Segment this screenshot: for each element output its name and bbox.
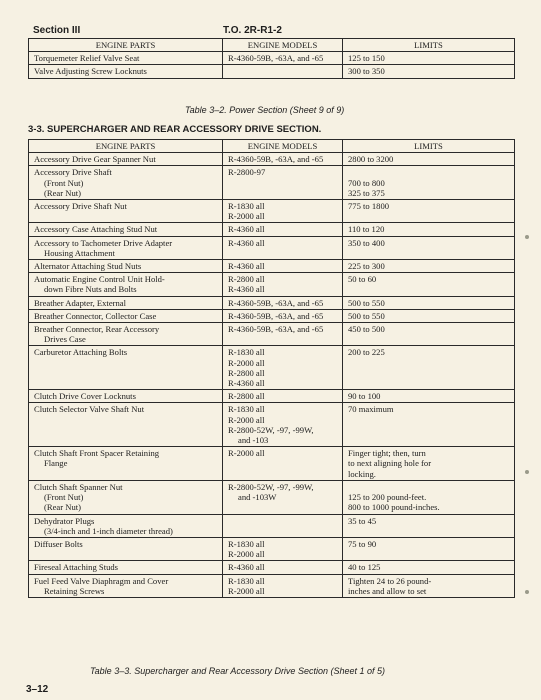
cell-line: R-4360-59B, -63A, and -65 — [228, 310, 324, 321]
cell-line: R-2000 all — [228, 448, 265, 459]
cell-line: R-1830 all — [228, 201, 265, 212]
cell-engine-part — [29, 447, 223, 481]
cell-line: 325 to 375 — [348, 187, 385, 198]
cell-engine-models — [223, 166, 343, 200]
cell-line: R-1830 all — [228, 538, 265, 549]
cell-line: (Rear Nut) — [44, 187, 81, 198]
cell-line: 110 to 120 — [348, 224, 385, 235]
cell-engine-models — [223, 537, 343, 560]
cell-line: Tighten 24 to 26 pound- — [348, 575, 432, 586]
table-row — [29, 390, 515, 403]
cell-line: R-2000 all — [228, 549, 265, 560]
cell-limits — [343, 273, 515, 296]
cell-line: Retaining Screws — [44, 585, 105, 596]
cell-limits — [343, 153, 515, 166]
top-table — [28, 38, 515, 79]
cell-line: 700 to 800 — [348, 177, 385, 188]
table-row — [29, 260, 515, 273]
cell-line: R-4360 all — [228, 284, 265, 295]
cell-engine-models — [223, 296, 343, 309]
header-engine-models: ENGINE MODELS — [223, 140, 343, 153]
section-heading: 3-3. SUPERCHARGER AND REAR ACCESSORY DRIVE SECTION. — [28, 124, 322, 135]
cell-line: Valve Adjusting Screw Locknuts — [34, 66, 147, 77]
cell-line: 500 to 550 — [348, 310, 385, 321]
table-row — [29, 223, 515, 236]
cell-line: Breather Connector, Rear Accessory — [34, 324, 160, 335]
cell-limits — [343, 296, 515, 309]
cell-engine-part — [29, 153, 223, 166]
cell-line: inches and allow to set — [348, 585, 427, 596]
cell-line: R-4360 all — [228, 261, 265, 272]
cell-line: R-2800-52W, -97, -99W, — [228, 424, 314, 435]
cell-line: Housing Attachment — [44, 247, 115, 258]
cell-line: 800 to 1000 pound-inches. — [348, 502, 440, 513]
cell-line — [348, 167, 509, 177]
cell-engine-models — [223, 323, 343, 346]
cell-limits — [343, 223, 515, 236]
table-row — [29, 323, 515, 346]
cell-engine-models — [223, 403, 343, 447]
cell-engine-models — [223, 514, 343, 537]
cell-line: Diffuser Bolts — [34, 538, 83, 549]
table-row — [29, 166, 515, 200]
cell-line: Breather Connector, Collector Case — [34, 310, 157, 321]
cell-limits — [343, 447, 515, 481]
cell-engine-part — [29, 346, 223, 390]
cell-line: R-2800 all — [228, 367, 265, 378]
table-row — [29, 296, 515, 309]
cell-line: R-4360-59B, -63A, and -65 — [228, 297, 324, 308]
table-row — [29, 574, 515, 597]
cell-line: Clutch Selector Valve Shaft Nut — [34, 404, 145, 415]
cell-line: R-2000 all — [228, 585, 265, 596]
cell-line: Fireseal Attaching Studs — [34, 562, 119, 573]
cell-line: 50 to 60 — [348, 274, 377, 285]
cell-engine-models — [223, 346, 343, 390]
table-row — [29, 537, 515, 560]
table-row — [29, 200, 515, 223]
cell-line: 300 to 350 — [348, 66, 385, 77]
cell-engine-part — [29, 390, 223, 403]
header-limits: LIMITS — [343, 39, 515, 52]
cell-line: R-4360 all — [228, 224, 265, 235]
cell-engine-part — [29, 514, 223, 537]
cell-line: and -103 — [238, 435, 269, 446]
cell-line: Clutch Drive Cover Locknuts — [34, 391, 136, 402]
cell-engine-models — [223, 447, 343, 481]
cell-limits — [343, 236, 515, 259]
cell-engine-models — [223, 273, 343, 296]
cell-line: 90 to 100 — [348, 391, 381, 402]
cell-engine-models — [223, 223, 343, 236]
cell-line: R-4360 all — [228, 237, 265, 248]
cell-limits — [343, 514, 515, 537]
table-row — [29, 52, 515, 65]
cell-engine-models — [223, 153, 343, 166]
cell-line: Flange — [44, 458, 68, 469]
table-row — [29, 236, 515, 259]
cell-limits — [343, 346, 515, 390]
cell-line: Breather Adapter, External — [34, 297, 126, 308]
cell-line: Finger tight; then, turn — [348, 448, 426, 459]
cell-limits — [343, 537, 515, 560]
cell-engine-part — [29, 223, 223, 236]
cell-line: 40 to 125 — [348, 562, 381, 573]
header-limits: LIMITS — [343, 140, 515, 153]
cell-engine-models — [223, 52, 343, 65]
cell-line: R-2800 all — [228, 391, 265, 402]
cell-line: 125 to 200 pound-feet. — [348, 492, 427, 503]
cell-line: Accessory Drive Gear Spanner Nut — [34, 154, 156, 165]
cell-line: Automatic Engine Control Unit Hold- — [34, 274, 165, 285]
table-row — [29, 403, 515, 447]
cell-line: to next aligning hole for — [348, 458, 432, 469]
cell-line: R-4360-59B, -63A, and -65 — [228, 154, 324, 165]
cell-engine-part — [29, 273, 223, 296]
cell-engine-part — [29, 166, 223, 200]
cell-line: Accessory Drive Shaft — [34, 167, 112, 178]
cell-engine-part — [29, 200, 223, 223]
cell-line: 70 maximum — [348, 404, 394, 415]
cell-line: Accessory Drive Shaft Nut — [34, 201, 127, 212]
cell-engine-part — [29, 260, 223, 273]
cell-line: R-4360-59B, -63A, and -65 — [228, 53, 324, 64]
cell-line: (3/4-inch and 1-inch diameter thread) — [44, 525, 173, 536]
cell-line: (Front Nut) — [44, 177, 84, 188]
cell-line: R-4360 all — [228, 562, 265, 573]
table-caption-supercharger: Table 3–3. Supercharger and Rear Accessory Drive Section (Sheet 1 of 5) — [90, 666, 385, 676]
cell-line: R-1830 all — [228, 404, 265, 415]
cell-engine-part — [29, 480, 223, 514]
cell-line: 500 to 550 — [348, 297, 385, 308]
section-label: Section III — [33, 25, 81, 36]
table-row — [29, 561, 515, 574]
table-row — [29, 273, 515, 296]
header-engine-parts: ENGINE PARTS — [29, 39, 223, 52]
cell-limits — [343, 200, 515, 223]
table-caption-power-section: Table 3–2. Power Section (Sheet 9 of 9) — [185, 105, 345, 115]
cell-line: 2800 to 3200 — [348, 154, 394, 165]
cell-engine-models — [223, 574, 343, 597]
cell-line — [348, 482, 509, 492]
cell-limits — [343, 309, 515, 322]
cell-line: R-2800-97 — [228, 167, 266, 178]
cell-engine-part — [29, 574, 223, 597]
cell-limits — [343, 390, 515, 403]
margin-mark — [525, 590, 529, 594]
cell-line: Accessory to Tachometer Drive Adapter — [34, 237, 173, 248]
cell-line: 350 to 400 — [348, 237, 385, 248]
cell-limits — [343, 323, 515, 346]
cell-line: 225 to 300 — [348, 261, 385, 272]
header-engine-parts: ENGINE PARTS — [29, 140, 223, 153]
cell-engine-part — [29, 309, 223, 322]
cell-line: R-4360 all — [228, 378, 265, 389]
cell-engine-models — [223, 561, 343, 574]
cell-line: 200 to 225 — [348, 347, 385, 358]
page-number: 3–12 — [26, 684, 49, 695]
cell-line: down Fibre Nuts and Bolts — [44, 284, 137, 295]
cell-line: 125 to 150 — [348, 53, 385, 64]
cell-limits — [343, 52, 515, 65]
cell-line: and -103W — [238, 492, 277, 503]
main-table — [28, 139, 515, 598]
header-engine-models: ENGINE MODELS — [223, 39, 343, 52]
cell-line: Drives Case — [44, 334, 86, 345]
cell-line: (Front Nut) — [44, 492, 84, 503]
cell-engine-part — [29, 52, 223, 65]
cell-engine-part — [29, 323, 223, 346]
cell-limits — [343, 561, 515, 574]
cell-line: Accessory Case Attaching Stud Nut — [34, 224, 158, 235]
cell-engine-part — [29, 537, 223, 560]
cell-line: Alternator Attaching Stud Nuts — [34, 261, 142, 272]
cell-engine-models — [223, 65, 343, 78]
cell-line: R-1830 all — [228, 347, 265, 358]
cell-line: Clutch Shaft Front Spacer Retaining — [34, 448, 160, 459]
cell-line: 450 to 500 — [348, 324, 385, 335]
table-row — [29, 153, 515, 166]
cell-engine-models — [223, 309, 343, 322]
cell-line: 75 to 90 — [348, 538, 377, 549]
cell-engine-models — [223, 480, 343, 514]
margin-mark — [525, 470, 529, 474]
main-table-header-row — [29, 140, 515, 153]
cell-limits — [343, 65, 515, 78]
cell-line: R-2000 all — [228, 211, 265, 222]
table-row — [29, 65, 515, 78]
table-row — [29, 480, 515, 514]
cell-line: 775 to 1800 — [348, 201, 390, 212]
cell-engine-part — [29, 236, 223, 259]
cell-line: Carburetor Attaching Bolts — [34, 347, 128, 358]
cell-line: R-1830 all — [228, 575, 265, 586]
table-row — [29, 309, 515, 322]
cell-engine-models — [223, 260, 343, 273]
cell-line: locking. — [348, 468, 376, 479]
cell-line: R-2000 all — [228, 414, 265, 425]
cell-line: R-2000 all — [228, 357, 265, 368]
cell-line: Clutch Shaft Spanner Nut — [34, 481, 123, 492]
cell-engine-part — [29, 296, 223, 309]
cell-line: Dehydrator Plugs — [34, 515, 95, 526]
table-row — [29, 346, 515, 390]
cell-engine-models — [223, 390, 343, 403]
cell-line: (Rear Nut) — [44, 502, 81, 513]
cell-line: R-2800 all — [228, 274, 265, 285]
document-id: T.O. 2R-R1-2 — [223, 25, 282, 36]
cell-line: R-4360-59B, -63A, and -65 — [228, 324, 324, 335]
cell-engine-models — [223, 200, 343, 223]
margin-mark — [525, 235, 529, 239]
cell-engine-part — [29, 561, 223, 574]
cell-line: 35 to 45 — [348, 515, 377, 526]
cell-limits — [343, 260, 515, 273]
cell-limits — [343, 403, 515, 447]
cell-line: R-2800-52W, -97, -99W, — [228, 481, 314, 492]
cell-limits — [343, 574, 515, 597]
table-row — [29, 514, 515, 537]
cell-line: Torquemeter Relief Valve Seat — [34, 53, 140, 64]
cell-engine-part — [29, 65, 223, 78]
cell-limits — [343, 480, 515, 514]
table-row — [29, 447, 515, 481]
cell-limits — [343, 166, 515, 200]
cell-engine-models — [223, 236, 343, 259]
cell-line: Fuel Feed Valve Diaphragm and Cover — [34, 575, 169, 586]
top-table-header-row — [29, 39, 515, 52]
cell-engine-part — [29, 403, 223, 447]
